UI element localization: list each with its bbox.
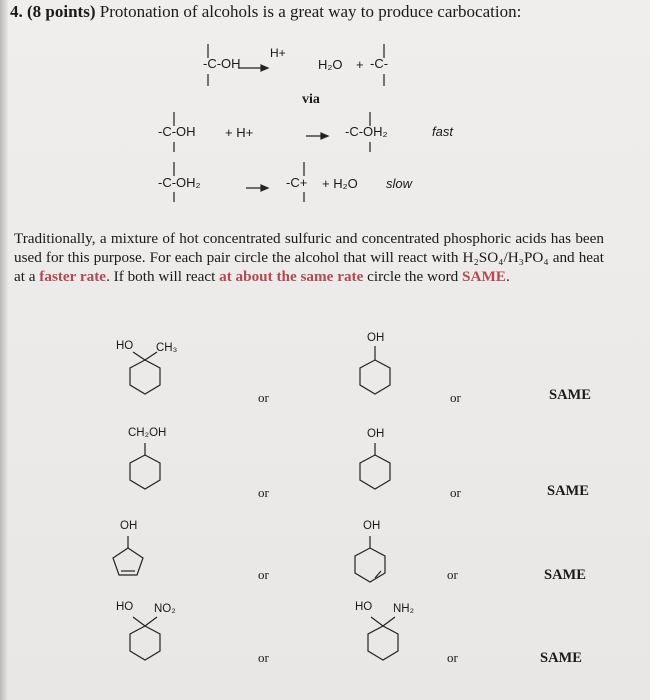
scheme-via: via xyxy=(302,92,320,107)
same-word-highlight: SAME xyxy=(462,268,506,285)
pair3-same-option[interactable]: SAME xyxy=(544,567,586,583)
pair1-or-2: or xyxy=(450,390,461,405)
instructions-text-3: circle the word xyxy=(363,268,463,285)
pair4-same-option[interactable]: SAME xyxy=(540,650,582,666)
pair3-left-oh-label: OH xyxy=(120,520,138,532)
step2-rate-note: slow xyxy=(386,176,413,191)
question-points: (8 points) xyxy=(27,2,96,21)
molecule-1-methylcyclohexanol xyxy=(130,352,160,394)
pair2-or-2: or xyxy=(450,485,461,500)
pair4-or-2: or xyxy=(447,650,458,665)
pair1-same-option[interactable]: SAME xyxy=(549,387,591,403)
instructions-text-4: . xyxy=(505,268,510,285)
pair3-right-oh-label: OH xyxy=(363,520,381,532)
step1-reactant: -C-OH xyxy=(158,124,196,139)
pair4-or-1: or xyxy=(258,650,269,665)
pair2-same-option[interactable]: SAME xyxy=(547,483,589,499)
step1-product: -C-OH₂ xyxy=(345,124,388,139)
pair4-left-ho-label: HO xyxy=(116,601,134,613)
question-title-text: Protonation of alcohols is a great way to produce carbocation: xyxy=(99,2,522,21)
pair3-or-1: or xyxy=(258,567,269,582)
faster-rate-highlight: faster rate xyxy=(39,268,107,285)
pair2-left-ch2oh-label: CH₂OH xyxy=(128,427,167,439)
instructions-text-2: . If both will react xyxy=(106,268,220,285)
pair1-left-ch3-label: CH₃ xyxy=(156,342,178,354)
step2-carbocation: -C+ xyxy=(286,175,308,190)
step1-rate-note: fast xyxy=(432,124,453,139)
molecule-cyclohexylmethanol xyxy=(130,443,160,489)
scheme-top-reagent: H+ xyxy=(270,46,286,60)
scheme-top-left: -C-OH xyxy=(203,56,241,71)
pair4-right-nh2-label: NH₂ xyxy=(393,603,415,615)
question-number: 4. xyxy=(10,2,23,21)
molecule-nitro-cyclohexanol xyxy=(130,617,160,660)
scheme-top-product-water: H₂O xyxy=(318,57,343,72)
molecule-cyclopentenol xyxy=(113,536,143,575)
pair1-left-ho-label: HO xyxy=(116,340,134,352)
scheme-top-plus: + xyxy=(356,57,364,72)
molecule-amino-cyclohexanol xyxy=(368,617,398,660)
molecule-cyclohexanol-2 xyxy=(360,443,390,489)
pair1-right-oh-label: OH xyxy=(367,332,385,344)
step2-reactant: -C-OH₂ xyxy=(158,175,201,190)
pair2-right-oh-label: OH xyxy=(367,428,385,440)
pair2-or-1: or xyxy=(258,485,269,500)
pair1-or-1: or xyxy=(258,390,269,405)
pair3-or-2: or xyxy=(447,567,458,582)
same-rate-highlight: at about the same rate xyxy=(219,268,364,285)
pair4-right-ho-label: HO xyxy=(355,601,373,613)
instructions-text-1: Traditionally, a mixture of hot concentrated sulfuric and concentrated phosphoric acids has been used for this purpose. For each pair circle the alcohol that will react with H₂SO₄/H₃PO₄ and heat at a xyxy=(14,230,604,285)
pair4-left-no2-label: NO₂ xyxy=(154,603,176,615)
molecule-cyclohexenol xyxy=(355,536,385,582)
step2-water: + H₂O xyxy=(322,176,358,191)
scheme-top-carbocation: -C- xyxy=(370,56,389,71)
molecule-cyclohexanol-1 xyxy=(360,346,390,394)
scheme-bonds xyxy=(174,44,384,202)
step1-proton: + H+ xyxy=(225,125,254,140)
